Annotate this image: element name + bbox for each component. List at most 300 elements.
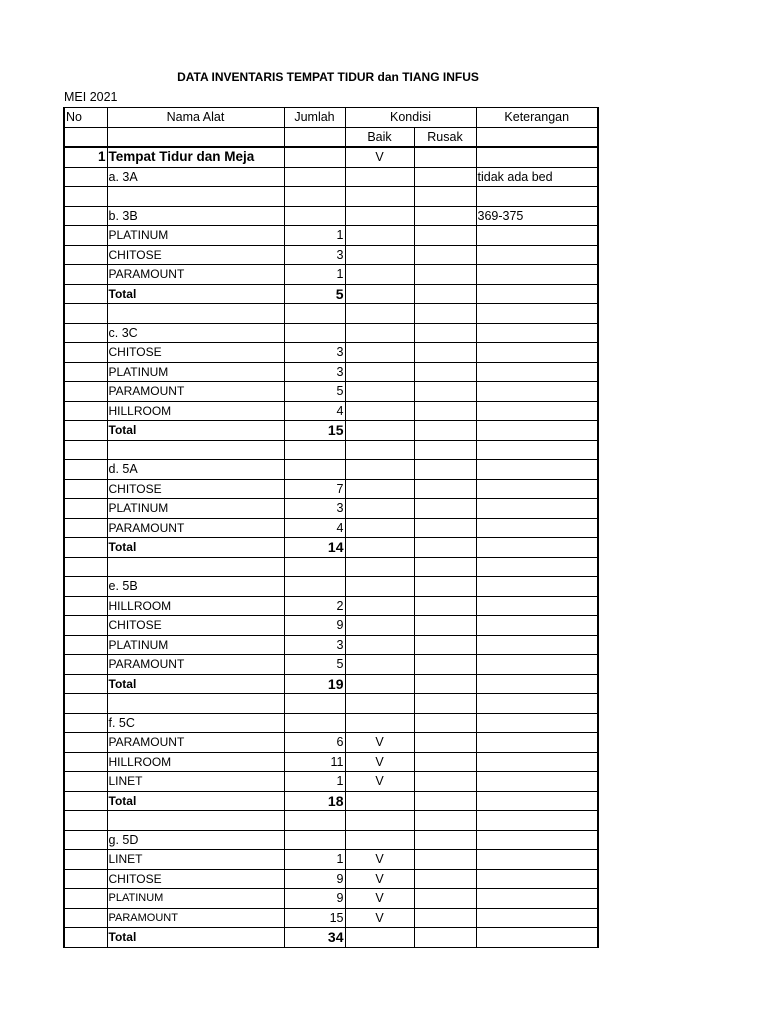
cell-baik [345, 577, 414, 597]
cell-baik [345, 596, 414, 616]
cell-no [64, 343, 107, 363]
cell-jumlah: 15 [284, 421, 345, 441]
table-row [64, 674, 598, 694]
cell-no [64, 889, 107, 909]
cell-keterangan [476, 245, 598, 265]
cell-rusak [414, 538, 476, 558]
cell-baik [345, 284, 414, 304]
cell-rusak [414, 811, 476, 831]
cell-keterangan [476, 635, 598, 655]
cell-keterangan [476, 421, 598, 441]
cell-no [64, 752, 107, 772]
table-row [64, 499, 598, 519]
header-kondisi: Kondisi [345, 108, 476, 128]
cell-baik [345, 499, 414, 519]
cell-no [64, 362, 107, 382]
cell-nama-alat [107, 694, 284, 714]
cell-nama-alat: a. 3A [107, 167, 284, 187]
table-row [64, 382, 598, 402]
cell-nama-alat: PARAMOUNT [107, 265, 284, 285]
cell-rusak [414, 518, 476, 538]
cell-no [64, 557, 107, 577]
cell-jumlah [284, 167, 345, 187]
cell-baik [345, 694, 414, 714]
cell-baik [345, 557, 414, 577]
cell-keterangan [476, 616, 598, 636]
cell-keterangan [476, 577, 598, 597]
cell-no [64, 928, 107, 948]
cell-nama-alat [107, 440, 284, 460]
cell-no [64, 304, 107, 324]
cell-rusak [414, 343, 476, 363]
cell-keterangan [476, 733, 598, 753]
cell-nama-alat: PLATINUM [107, 226, 284, 246]
cell-baik [345, 362, 414, 382]
cell-baik [345, 245, 414, 265]
header-sub-keterangan [476, 127, 598, 147]
cell-no [64, 226, 107, 246]
table-row [64, 421, 598, 441]
header-jumlah: Jumlah [284, 108, 345, 128]
cell-nama-alat: d. 5A [107, 460, 284, 480]
cell-baik [345, 265, 414, 285]
cell-rusak [414, 421, 476, 441]
cell-no [64, 869, 107, 889]
cell-keterangan [476, 655, 598, 675]
cell-no [64, 733, 107, 753]
cell-jumlah [284, 187, 345, 207]
cell-keterangan [476, 343, 598, 363]
cell-baik [345, 635, 414, 655]
cell-baik [345, 538, 414, 558]
header-nama-alat: Nama Alat [107, 108, 284, 128]
cell-keterangan [476, 382, 598, 402]
cell-nama-alat: Total [107, 674, 284, 694]
header-baik: Baik [345, 127, 414, 147]
cell-no [64, 538, 107, 558]
table-row [64, 577, 598, 597]
cell-nama-alat: HILLROOM [107, 752, 284, 772]
cell-keterangan [476, 401, 598, 421]
cell-nama-alat: HILLROOM [107, 401, 284, 421]
table-row [64, 187, 598, 207]
cell-jumlah [284, 830, 345, 850]
table-row [64, 830, 598, 850]
cell-jumlah [284, 206, 345, 226]
table-row [64, 596, 598, 616]
cell-baik: V [345, 889, 414, 909]
cell-keterangan [476, 752, 598, 772]
cell-jumlah: 3 [284, 635, 345, 655]
cell-baik: V [345, 869, 414, 889]
table-row [64, 538, 598, 558]
cell-baik [345, 440, 414, 460]
cell-no [64, 206, 107, 226]
cell-baik: V [345, 752, 414, 772]
cell-nama-alat: HILLROOM [107, 596, 284, 616]
cell-no [64, 811, 107, 831]
cell-no [64, 401, 107, 421]
table-row [64, 265, 598, 285]
cell-nama-alat: PLATINUM [107, 889, 284, 909]
table-row [64, 772, 598, 792]
cell-jumlah: 5 [284, 284, 345, 304]
cell-rusak [414, 674, 476, 694]
cell-rusak [414, 479, 476, 499]
cell-keterangan [476, 889, 598, 909]
cell-rusak [414, 830, 476, 850]
cell-no [64, 440, 107, 460]
cell-keterangan [476, 694, 598, 714]
table-row [64, 635, 598, 655]
table-row [64, 343, 598, 363]
cell-baik [345, 206, 414, 226]
cell-baik [345, 518, 414, 538]
cell-nama-alat [107, 187, 284, 207]
cell-no [64, 635, 107, 655]
cell-nama-alat: PLATINUM [107, 362, 284, 382]
cell-jumlah [284, 713, 345, 733]
cell-jumlah: 15 [284, 908, 345, 928]
cell-rusak [414, 460, 476, 480]
cell-no [64, 460, 107, 480]
cell-nama-alat: PARAMOUNT [107, 733, 284, 753]
table-row [64, 733, 598, 753]
cell-rusak [414, 616, 476, 636]
cell-keterangan [476, 928, 598, 948]
cell-rusak [414, 850, 476, 870]
cell-keterangan: 369-375 [476, 206, 598, 226]
table-row [64, 167, 598, 187]
cell-jumlah: 34 [284, 928, 345, 948]
cell-jumlah: 4 [284, 518, 345, 538]
table-row [64, 869, 598, 889]
cell-nama-alat: CHITOSE [107, 343, 284, 363]
cell-keterangan [476, 791, 598, 811]
cell-nama-alat [107, 557, 284, 577]
cell-rusak [414, 908, 476, 928]
cell-no [64, 713, 107, 733]
table-row [64, 479, 598, 499]
cell-baik: V [345, 772, 414, 792]
table-row [64, 713, 598, 733]
cell-rusak [414, 226, 476, 246]
cell-rusak [414, 362, 476, 382]
cell-no [64, 694, 107, 714]
cell-baik [345, 460, 414, 480]
cell-rusak [414, 304, 476, 324]
cell-rusak [414, 928, 476, 948]
table-row [64, 245, 598, 265]
cell-baik: V [345, 908, 414, 928]
table-row [64, 147, 598, 167]
cell-jumlah: 2 [284, 596, 345, 616]
table-row [64, 928, 598, 948]
cell-rusak [414, 187, 476, 207]
cell-jumlah: 1 [284, 850, 345, 870]
cell-baik [345, 616, 414, 636]
cell-no [64, 577, 107, 597]
cell-nama-alat: CHITOSE [107, 869, 284, 889]
cell-jumlah: 1 [284, 265, 345, 285]
cell-rusak [414, 284, 476, 304]
cell-no [64, 323, 107, 343]
cell-no [64, 772, 107, 792]
cell-baik [345, 343, 414, 363]
cell-jumlah: 5 [284, 655, 345, 675]
cell-jumlah: 6 [284, 733, 345, 753]
cell-baik [345, 304, 414, 324]
cell-keterangan [476, 674, 598, 694]
cell-baik: V [345, 147, 414, 167]
cell-jumlah [284, 323, 345, 343]
cell-nama-alat: g. 5D [107, 830, 284, 850]
cell-jumlah: 4 [284, 401, 345, 421]
cell-nama-alat: e. 5B [107, 577, 284, 597]
cell-keterangan [476, 538, 598, 558]
cell-keterangan: tidak ada bed [476, 167, 598, 187]
cell-rusak [414, 323, 476, 343]
cell-rusak [414, 889, 476, 909]
cell-no [64, 499, 107, 519]
cell-baik [345, 713, 414, 733]
cell-nama-alat: Total [107, 791, 284, 811]
cell-rusak [414, 733, 476, 753]
table-row [64, 518, 598, 538]
cell-no [64, 908, 107, 928]
cell-nama-alat: PARAMOUNT [107, 518, 284, 538]
cell-no [64, 187, 107, 207]
cell-nama-alat: PARAMOUNT [107, 655, 284, 675]
table-row [64, 850, 598, 870]
cell-keterangan [476, 811, 598, 831]
table-row [64, 284, 598, 304]
cell-no [64, 284, 107, 304]
header-no: No [64, 108, 107, 128]
cell-keterangan [476, 460, 598, 480]
cell-no [64, 245, 107, 265]
table-row [64, 655, 598, 675]
cell-jumlah: 19 [284, 674, 345, 694]
table-row [64, 460, 598, 480]
cell-keterangan [476, 362, 598, 382]
cell-rusak [414, 557, 476, 577]
cell-rusak [414, 713, 476, 733]
cell-keterangan [476, 440, 598, 460]
cell-keterangan [476, 850, 598, 870]
table-row [64, 362, 598, 382]
header-sub-no [64, 127, 107, 147]
cell-no [64, 167, 107, 187]
cell-rusak [414, 167, 476, 187]
cell-keterangan [476, 304, 598, 324]
document-title: DATA INVENTARIS TEMPAT TIDUR dan TIANG INFUS [177, 70, 479, 84]
cell-keterangan [476, 713, 598, 733]
cell-rusak [414, 206, 476, 226]
cell-baik [345, 421, 414, 441]
table-row [64, 226, 598, 246]
cell-keterangan [476, 557, 598, 577]
table-row [64, 811, 598, 831]
table-row [64, 206, 598, 226]
cell-baik [345, 674, 414, 694]
cell-no [64, 421, 107, 441]
cell-rusak [414, 577, 476, 597]
cell-keterangan [476, 265, 598, 285]
cell-no [64, 791, 107, 811]
table-row [64, 401, 598, 421]
cell-jumlah: 11 [284, 752, 345, 772]
cell-keterangan [476, 499, 598, 519]
cell-baik: V [345, 850, 414, 870]
inventory-body [64, 147, 598, 947]
cell-no [64, 674, 107, 694]
cell-nama-alat: CHITOSE [107, 616, 284, 636]
table-row [64, 557, 598, 577]
cell-keterangan [476, 284, 598, 304]
cell-jumlah [284, 304, 345, 324]
cell-nama-alat: c. 3C [107, 323, 284, 343]
cell-nama-alat: PARAMOUNT [107, 382, 284, 402]
cell-keterangan [476, 830, 598, 850]
cell-jumlah [284, 460, 345, 480]
cell-keterangan [476, 226, 598, 246]
cell-nama-alat: LINET [107, 772, 284, 792]
cell-jumlah: 1 [284, 226, 345, 246]
cell-jumlah: 9 [284, 889, 345, 909]
cell-jumlah: 18 [284, 791, 345, 811]
cell-keterangan [476, 772, 598, 792]
cell-baik [345, 382, 414, 402]
cell-jumlah: 9 [284, 869, 345, 889]
cell-keterangan [476, 323, 598, 343]
cell-jumlah [284, 811, 345, 831]
table-row [64, 889, 598, 909]
cell-jumlah: 7 [284, 479, 345, 499]
cell-baik [345, 401, 414, 421]
document-date: MEI 2021 [64, 90, 118, 104]
table-row [64, 616, 598, 636]
cell-keterangan [476, 187, 598, 207]
cell-baik [345, 830, 414, 850]
cell-jumlah: 3 [284, 245, 345, 265]
cell-no [64, 830, 107, 850]
cell-keterangan [476, 479, 598, 499]
table-row [64, 694, 598, 714]
cell-baik [345, 811, 414, 831]
cell-baik [345, 226, 414, 246]
cell-rusak [414, 499, 476, 519]
table-row [64, 440, 598, 460]
cell-jumlah [284, 147, 345, 167]
cell-jumlah: 3 [284, 499, 345, 519]
cell-no [64, 596, 107, 616]
cell-baik [345, 187, 414, 207]
cell-nama-alat: Total [107, 928, 284, 948]
header-sub-nama [107, 127, 284, 147]
cell-no [64, 616, 107, 636]
table-row [64, 323, 598, 343]
cell-baik [345, 655, 414, 675]
cell-keterangan [476, 518, 598, 538]
cell-nama-alat: PARAMOUNT [107, 908, 284, 928]
cell-baik [345, 167, 414, 187]
cell-no [64, 850, 107, 870]
cell-jumlah [284, 694, 345, 714]
header-rusak: Rusak [414, 127, 476, 147]
cell-keterangan [476, 596, 598, 616]
cell-nama-alat: CHITOSE [107, 479, 284, 499]
table-row [64, 791, 598, 811]
cell-nama-alat: PLATINUM [107, 499, 284, 519]
cell-jumlah [284, 577, 345, 597]
cell-rusak [414, 752, 476, 772]
header-keterangan: Keterangan [476, 108, 598, 128]
cell-jumlah: 14 [284, 538, 345, 558]
cell-rusak [414, 869, 476, 889]
header-row-main [64, 108, 598, 128]
cell-rusak [414, 596, 476, 616]
cell-rusak [414, 791, 476, 811]
inventory-table [63, 107, 599, 948]
cell-baik: V [345, 733, 414, 753]
cell-rusak [414, 147, 476, 167]
cell-nama-alat: Total [107, 538, 284, 558]
cell-nama-alat: Total [107, 284, 284, 304]
cell-nama-alat: f. 5C [107, 713, 284, 733]
cell-jumlah: 3 [284, 362, 345, 382]
cell-nama-alat: Total [107, 421, 284, 441]
cell-baik [345, 928, 414, 948]
cell-no [64, 382, 107, 402]
table-row [64, 304, 598, 324]
cell-no [64, 265, 107, 285]
cell-nama-alat: PLATINUM [107, 635, 284, 655]
cell-rusak [414, 245, 476, 265]
cell-jumlah: 3 [284, 343, 345, 363]
cell-jumlah [284, 440, 345, 460]
cell-rusak [414, 635, 476, 655]
header-row-sub [64, 127, 598, 147]
cell-rusak [414, 694, 476, 714]
cell-nama-alat: CHITOSE [107, 245, 284, 265]
cell-jumlah [284, 557, 345, 577]
table-row [64, 752, 598, 772]
cell-rusak [414, 772, 476, 792]
cell-jumlah: 9 [284, 616, 345, 636]
cell-nama-alat: b. 3B [107, 206, 284, 226]
cell-no: 1 [64, 147, 107, 167]
cell-no [64, 479, 107, 499]
cell-baik [345, 323, 414, 343]
cell-no [64, 655, 107, 675]
header-sub-jumlah [284, 127, 345, 147]
cell-rusak [414, 440, 476, 460]
cell-baik [345, 791, 414, 811]
cell-nama-alat: LINET [107, 850, 284, 870]
cell-rusak [414, 401, 476, 421]
cell-jumlah: 5 [284, 382, 345, 402]
cell-rusak [414, 655, 476, 675]
cell-rusak [414, 382, 476, 402]
cell-baik [345, 479, 414, 499]
cell-nama-alat: Tempat Tidur dan Meja [107, 147, 284, 167]
cell-nama-alat [107, 304, 284, 324]
cell-no [64, 518, 107, 538]
cell-rusak [414, 265, 476, 285]
table-row [64, 908, 598, 928]
cell-keterangan [476, 147, 598, 167]
